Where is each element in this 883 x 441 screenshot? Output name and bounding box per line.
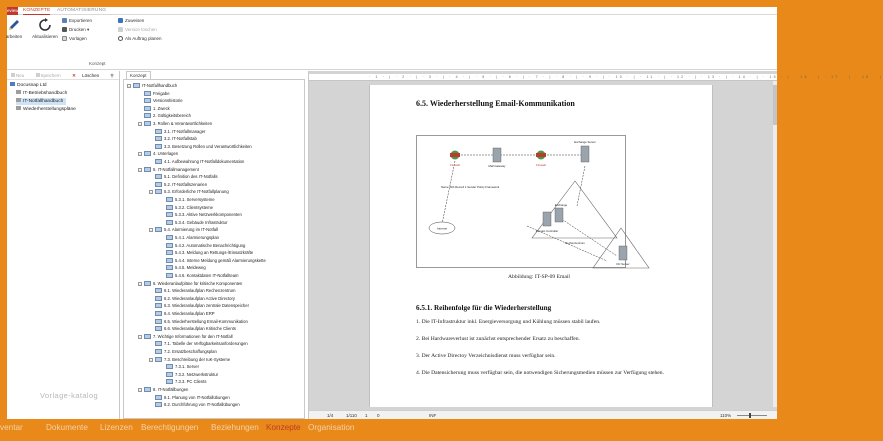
delete-label: Löschen [82, 73, 100, 78]
tree-node-label: 6.4. Wiederanlaufplan ERP [164, 311, 215, 316]
delete-version-label: Version löschen [125, 27, 157, 32]
tab-automatisierung[interactable]: AUTOMATISIERUNG [57, 8, 107, 13]
save-button[interactable] [36, 73, 66, 78]
tree-node-label: 5.1. Definition des IT-Notfalls [164, 174, 218, 180]
module-berechtigungen[interactable]: Berechtigungen [141, 423, 199, 432]
tree-item-label: IT-Betriebshandbuch [23, 91, 68, 96]
collapse-toggle-icon[interactable]: - [139, 122, 141, 126]
tree-node-label: 6. Wiederanlaufpläne für kritische Komponenten [153, 280, 243, 286]
left-pane [7, 71, 120, 419]
datacenter-label: Rechenzentrum [565, 241, 585, 245]
document-icon [144, 121, 151, 126]
document-icon [144, 167, 151, 172]
tree-node-label: 1. Zweck [153, 105, 170, 111]
document-icon [155, 326, 162, 331]
paragraph: 3. Der Active Directoy Verzeichnisdienst muss verfügbar sein. [416, 353, 556, 359]
document-icon [155, 189, 162, 194]
document-icon [133, 83, 140, 88]
section-indicator: 1/110 [346, 413, 357, 418]
zoom-slider[interactable] [737, 415, 767, 416]
module-beziehungen[interactable]: Beziehungen [211, 423, 259, 432]
tree-item-notfallhandbuch[interactable] [16, 98, 66, 105]
document-icon [155, 159, 162, 164]
document-icon [155, 129, 162, 134]
document-icon [16, 106, 21, 110]
concept-tab[interactable]: Konzept [126, 71, 151, 79]
page-indicator: 1/4 [327, 413, 334, 418]
tree-node-label: 6.6. Wiederanlaufplan Kritische Clients [164, 326, 236, 332]
tree-node-label: 6.2. Wiederanlaufplan Active Directory [164, 295, 235, 301]
scrollbar-thumb[interactable] [773, 85, 777, 125]
printer-icon [62, 27, 67, 32]
module-organisation[interactable]: Organisation [308, 423, 355, 432]
tree-node-label: 3. Rollen & Verantwortlichkeiten [153, 121, 213, 126]
clock-icon [118, 36, 123, 41]
export-label: Exportieren [69, 18, 93, 23]
tree-node-label: 5.4.4. Interne Meldung gemäß Alarmierungskette [175, 257, 266, 263]
document-icon [144, 91, 151, 96]
vertical-scrollbar[interactable] [773, 81, 777, 407]
tree-node-label: Freigabe [153, 90, 170, 96]
tree-node-label: 7.3.1. Server [175, 364, 199, 370]
module-lizenzen[interactable]: Lizenzen [100, 423, 133, 432]
figure-caption: Abbildung: IT-SP-09 Email [508, 274, 570, 280]
module-bar [0, 421, 784, 434]
tree-node-label: 5.4. Alarmierung im IT-Notfall [164, 227, 218, 233]
mode-indicator: INF [429, 413, 437, 418]
document-icon [155, 227, 162, 232]
tree-node-label: 5. IT-Notfallmanagement [153, 166, 199, 172]
module-konzepte[interactable]: Konzepte [266, 423, 301, 432]
tree-node-label: 7.3.3. PC Clients [175, 379, 207, 385]
document-icon [155, 303, 162, 308]
delete-icon: ✕ [72, 73, 76, 78]
tree-item-wiederherstellungsplaene[interactable] [16, 106, 76, 113]
tree-node-label: 3.3. Besetzung Rollen und Verantwortlichkeiten [164, 143, 252, 149]
firewall-label: Firewall [536, 163, 546, 167]
collapse-toggle-icon[interactable]: - [139, 167, 141, 172]
tree-node-label: 7.1. Tabelle der Verfügbarkeitsanforderungen [164, 341, 248, 347]
document-icon [155, 357, 162, 362]
collapse-toggle-icon[interactable]: - [128, 84, 130, 88]
document-icon [144, 98, 151, 103]
server-icon [619, 246, 627, 260]
new-icon [11, 73, 15, 77]
tree-node-label: 5.4.5. Meldeweg [175, 265, 206, 271]
tree-node-label: 6.3. Wiederanlaufplan zentrale Datenspeicher [164, 303, 249, 309]
document-icon [144, 334, 151, 339]
zoom-level: 110% [720, 413, 732, 418]
templates-label: Vorlagen [69, 36, 87, 41]
assign-button[interactable] [118, 17, 144, 25]
paragraph: 2. Bei Hardwareverlust ist zunächst entsprechender Ersatz zu beschaffen. [416, 336, 580, 342]
tree-node-label: 6.1. Wiederanlaufplan Rechenzentrum [164, 288, 236, 294]
tree-node-label: 5.4.3. Meldung an Rettungs-/Einsatzkräfte [175, 250, 254, 256]
document-icon [155, 174, 162, 179]
edit-button[interactable] [1, 18, 27, 39]
document-icon [155, 402, 162, 407]
internet-label: Internet [436, 226, 448, 231]
row-indicator: 0 [377, 413, 380, 418]
document-icon [144, 113, 151, 118]
email-diagram [416, 135, 630, 268]
application-window [5, 7, 883, 419]
document-icon [155, 349, 162, 354]
exchange-label: Exchange [554, 203, 568, 207]
server-icon [581, 146, 589, 162]
tree-node-label: 4. Unterlagen [153, 151, 179, 157]
tree-node-label: 4.1. Aufbewahrung IT-Notfalldokumentation [164, 159, 245, 164]
collapse-toggle-icon[interactable]: - [139, 152, 141, 157]
tab-konzepte[interactable]: KONZEPTE [23, 8, 51, 13]
tree-item-label: IT-Notfallhandbuch [23, 99, 64, 104]
ruler: · 1 · | · 2 · | · 3 · | · 4 · | · 5 · | · 6 · | · 7 · | · 8 · | · 9 · | · 10 · | · 11 · | · 12 · | · 13 · | · 14 · | · 15 · | · 16 · | · 17 · | · 18 · | [309, 74, 777, 81]
new-label: Neu [16, 73, 25, 78]
tree-item-docusnap[interactable] [10, 82, 47, 89]
export-icon [62, 18, 67, 23]
collapse-toggle-icon[interactable]: - [139, 281, 141, 286]
exchange-label: Exchange Server [574, 140, 596, 144]
ribbon-group-label: Konzept [89, 61, 106, 66]
tree-node-label: 5.3.1. Serversysteme [175, 197, 215, 202]
dc-label: DC Server [616, 262, 630, 266]
module-inventar[interactable]: ventar [0, 423, 23, 432]
document-page [369, 85, 713, 407]
document-icon [155, 341, 162, 346]
schedule-button[interactable] [118, 35, 162, 43]
document-icon [166, 235, 173, 240]
mail-gateway-label: Mail Gateway [488, 164, 506, 168]
document-statusbar [309, 410, 777, 419]
tree-node-label: 5.3.3. Aktive Netzwerkkomponenten [175, 212, 242, 218]
document-icon [166, 379, 173, 384]
concept-tree [123, 79, 305, 419]
document-icon [166, 250, 173, 255]
server-icon [555, 208, 563, 222]
tree-node-label: IT-Notfallhandbuch [142, 83, 178, 88]
column-indicator: 1 [365, 413, 368, 418]
tree-item-label: Docusnap Ltd [17, 83, 47, 88]
collapse-toggle-icon[interactable]: - [150, 228, 152, 233]
concept-pane [120, 71, 309, 419]
edit-label: arbeiten [5, 34, 23, 39]
tree-node-label: 5.3. Erforderliche IT-Notfallplanung [164, 189, 229, 195]
mail-gateway-icon [493, 148, 501, 162]
tree-node-label: 8. IT-Notfällbungen [153, 387, 189, 392]
delete-version-button[interactable] [118, 26, 157, 34]
tree-node-label: 5.2. IT-Notfallszenarien [164, 181, 208, 187]
tree-node[interactable] [149, 401, 240, 409]
tree-node-label: 7.2. Ersatzbeschaffungsplan [164, 349, 217, 354]
document-icon [155, 288, 162, 293]
tree-node-label: 2. Gültigkeitsbereich [153, 113, 191, 119]
section-heading: 6.5. Wiederherstellung Email-Kommunikation [416, 99, 575, 108]
schedule-label: Als Auftrag planen [125, 36, 162, 41]
tree-item-label: Wiederherstellungspläne [23, 107, 76, 112]
tree-node-label: 5.3.4. Gebäude Infrastruktur [175, 219, 228, 225]
left-toolbar [7, 71, 119, 80]
document-icon [166, 220, 173, 225]
tree-node-label: 8.1. Planung von IT-Notfallübungen [164, 394, 230, 400]
document-area [309, 71, 883, 419]
templates-button[interactable] [62, 35, 87, 43]
refresh-button[interactable] [30, 18, 60, 39]
collapse-toggle-icon[interactable]: - [150, 190, 152, 195]
refresh-label: Aktualisieren [32, 34, 58, 39]
document-icon [166, 258, 173, 263]
tree-node-label: 5.3.2. Clientsysteme [175, 204, 213, 210]
ribbon [7, 15, 777, 70]
paragraph: 4. Die Datensicherung muss verfügbar sein, die notwendigen Sicherungsmedien müssen zur Verfügung stehen. [416, 370, 664, 376]
document-icon [166, 243, 173, 248]
document-icon [155, 296, 162, 301]
document-icon [144, 106, 151, 111]
document-icon [16, 90, 21, 94]
document-icon [16, 98, 21, 102]
dns-note-label: Name: MX-Record 1 Sender Policy Framework [441, 185, 500, 189]
tree-node-label: 3.1. IT-Notfallmanager [164, 128, 206, 134]
pencil-icon [7, 18, 21, 32]
export-button[interactable] [62, 17, 92, 25]
refresh-icon [38, 18, 52, 32]
firewall-label: Firewall [450, 163, 460, 167]
document-icon [166, 265, 173, 270]
delete-version-icon [118, 27, 123, 32]
save-label: Speichern [40, 73, 61, 78]
tree-node-label: 7.3. Beschreibung der IuK-Systeme [164, 356, 231, 362]
new-button[interactable] [11, 73, 29, 78]
document-icon [155, 136, 162, 141]
collapse-toggle-icon[interactable]: - [139, 334, 141, 339]
delete-button[interactable] [72, 73, 104, 78]
document-icon [166, 205, 173, 210]
document-icon [166, 212, 173, 217]
collapse-toggle-icon[interactable]: - [150, 357, 152, 362]
tree-node-label: 7. Wichtige Informationen für den IT-Notfall [153, 333, 233, 339]
ribbon-tabs [7, 7, 777, 15]
document-icon [166, 197, 173, 202]
print-label: Drucken ▾ [69, 27, 90, 32]
file-tab[interactable]: eview [7, 8, 19, 13]
tree-node-label: 7.3.2. Netzwerkstruktur [175, 371, 219, 377]
document-icon [155, 319, 162, 324]
document-icon [144, 151, 151, 156]
print-button[interactable] [62, 26, 89, 34]
folder-icon [10, 82, 15, 86]
document-icon [166, 273, 173, 278]
template-icon [62, 36, 67, 41]
tree-node-label: 3.2. IT-Notfallstab [164, 136, 197, 142]
tree-node-label: 5.4.1. Alarmierungsplan [175, 235, 219, 240]
document-icon [166, 364, 173, 369]
zoom-slider-knob[interactable] [749, 413, 751, 418]
document-icon [155, 311, 162, 316]
assign-label: Zuweisen [125, 18, 145, 23]
tree-node-label: 6.5. Wiederherstellung Email-Kommunikation [164, 318, 248, 324]
assign-icon [118, 18, 123, 23]
tree-node-label: Versionshistorie [153, 98, 183, 104]
tree-node-label: 8.2. Durchführung von IT-Notfallübungen [164, 402, 240, 408]
save-icon [36, 73, 40, 77]
document-icon [155, 144, 162, 149]
subheading: 6.5.1. Reihenfolge für die Wiederherstellung [416, 304, 552, 312]
document-icon [144, 387, 151, 392]
paragraph: 1. Die IT-Infrastruktur inkl. Energieversorgung und Kühlung müssen stabil laufen. [416, 319, 601, 325]
tree-node-label: 5.4.2. Automatische Benachrichtigung [175, 242, 246, 248]
server-icon [543, 212, 551, 226]
document-icon [166, 372, 173, 377]
search-icon[interactable]: ⚲ [110, 73, 114, 78]
collapse-toggle-icon[interactable]: - [139, 388, 141, 392]
document-icon [155, 182, 162, 187]
document-icon [155, 395, 162, 400]
tree-item-betriebshandbuch[interactable] [16, 90, 67, 97]
document-icon [144, 281, 151, 286]
module-dokumente[interactable]: Dokumente [46, 423, 88, 432]
tree-node-label: 5.4.6. Kontaktdaten IT-Notfallteam [175, 273, 239, 278]
watermark-label: Vorlage-katalog [40, 391, 99, 400]
dc-label: Domain Controller [535, 229, 559, 233]
